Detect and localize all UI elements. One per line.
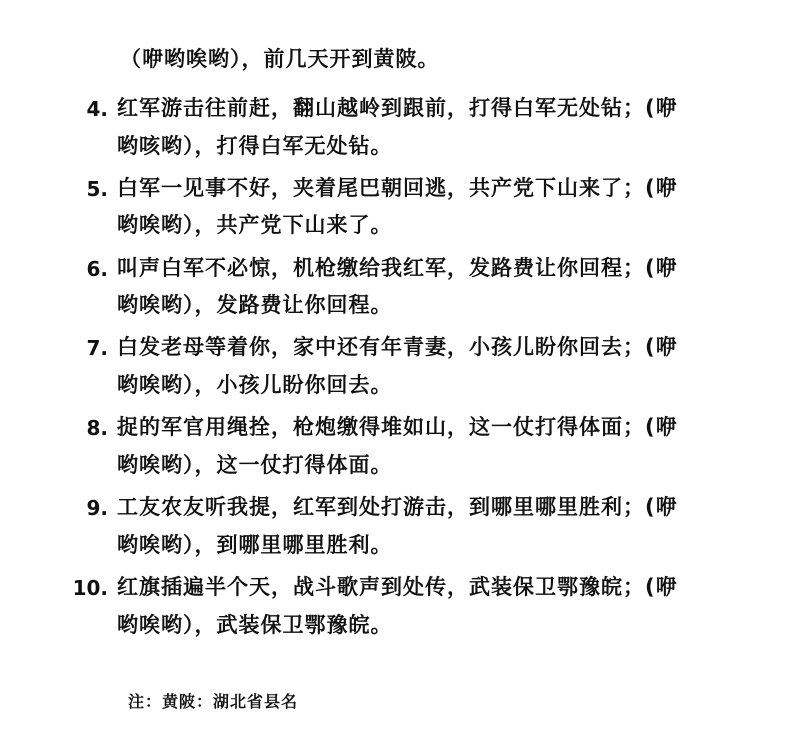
verse-line: 哟唉哟），到哪里哪里胜利。 [117,533,393,557]
verse-line: 哟唉哟），发路费让你回程。 [117,293,393,317]
verse-line: 哟唉哟），共产党下山来了。 [117,213,393,237]
verse-number: 4. [86,97,108,121]
verse-line: 红旗插遍半个天，战斗歌声到处传，武装保卫鄂豫皖；(咿 [117,575,678,599]
verse-line: 白发老母等着你，家中还有年青妻，小孩儿盼你回去；(咿 [117,335,678,359]
verse-line: 叫声白军不必惊，机枪缴给我红军，发路费让你回程；(咿 [117,256,678,280]
verse-number: 7. [86,336,108,360]
verse-line: 红军游击往前赶，翻山越岭到跟前，打得白军无处钻；(咿 [117,96,678,120]
verse-number: 6. [86,257,108,281]
verse-line: 工友农友听我提，红军到处打游击，到哪里哪里胜利；(咿 [117,495,678,519]
verse-number: 8. [86,416,108,440]
footnote: 注：黄陂：湖北省县名 [128,692,299,711]
verse-line: 捉的军官用绳拴，枪炮缴得堆如山，这一仗打得体面；(咿 [117,415,678,439]
intro-line: （咿哟唉哟），前几天开到黄陂。 [120,47,440,71]
verse-line: 哟咳哟），打得白军无处钻。 [117,134,393,158]
verse-line: 哟唉哟），小孩儿盼你回去。 [117,373,393,397]
verse-line: 白军一见事不好，夹着尾巴朝回逃，共产党下山来了；(咿 [117,176,678,200]
verse-number: 5. [86,177,108,201]
verse-line: 哟唉哟），这一仗打得体面。 [117,453,393,477]
verse-line: 哟唉哟），武装保卫鄂豫皖。 [117,613,393,637]
verse-number: 10. [72,576,108,600]
verse-number: 9. [86,496,108,520]
